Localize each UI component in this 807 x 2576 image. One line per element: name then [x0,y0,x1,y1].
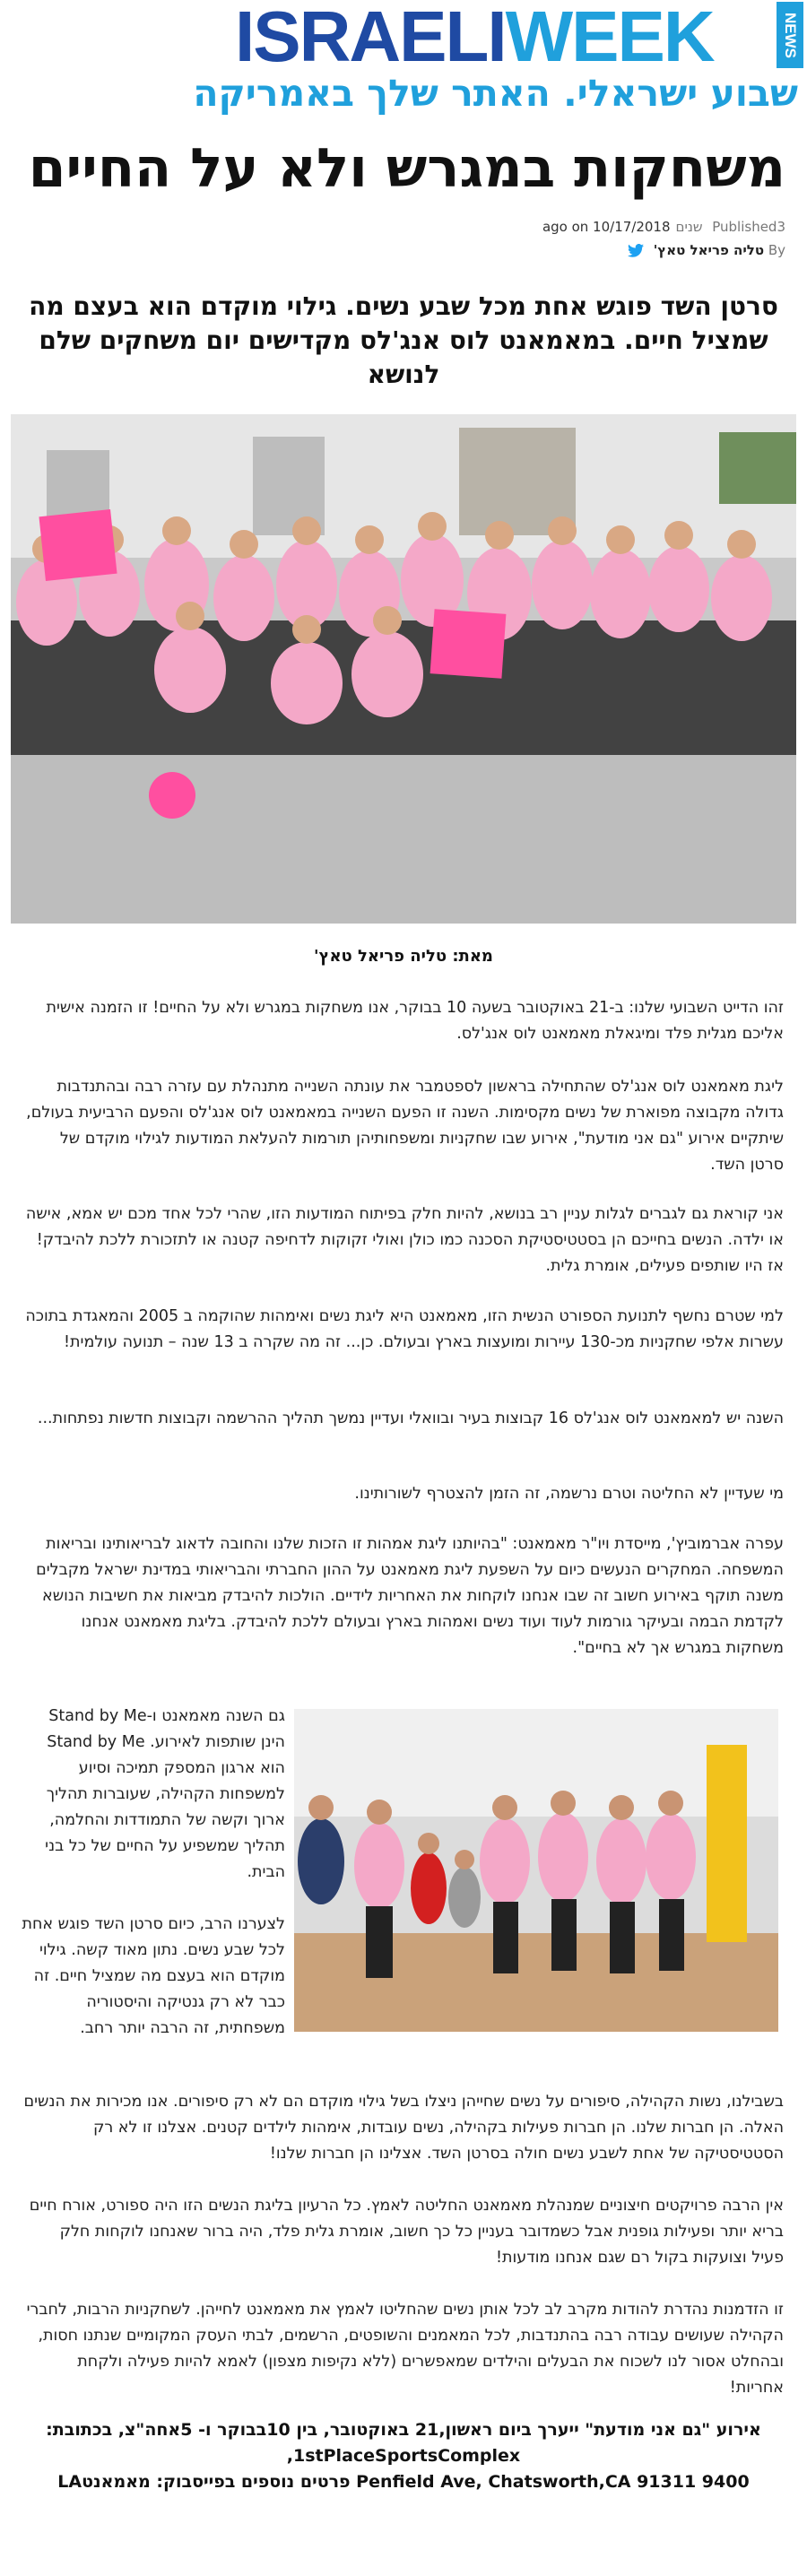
published-label: Published [712,219,777,235]
by-label: By [768,242,785,258]
article-paragraph: למי שטרם נחשף לתנועת הספורט הנשית הזו, מאמאנט היא ליגת נשים ואימהות שהוקמה ב 2005 והמאגדת בתוכה עשרות אלפי שחקניות מכ-130 עיירות ומועצות בארץ ובעולם. כן... זה מה שקרה ב 13 שנה – תנועה עולמית! [25,1307,784,1351]
article-paragraph: בשבילנו, נשות הקהילה, סיפורים על נשים שחייהן ניצלו בשל גילוי מוקדם הם לא רק סיפורים. אנו מכירות את הנשים האלה. הן חברות שלנו. הן חברות פעילות בקהילה, נשים עובדות, אימהות לילדים קטנים. אצלנו זו לא רק הסטטיסטיקה של אחת לשבע נשים חולה בסרטן השד. אצלינו הן חברות שלנו! [23,2093,784,2163]
article-paragraph: אין הרבה פרויקטים חיצוניים שמנהלת מאמאנט החליטה לאמץ. כל הרעיון בליגת הנשים הזו היה ספורט, אורח חיים בריא יותר ופעילות גופנית אבל כשמדובר בעניין כל כך חשוב, אומרת גלית פלד, היה ברור שאנחנו לוקחות חלק פעיל וצועקות בקול רם שגם אנחנו מודעות! [29,2197,784,2267]
side-paragraph: גם השנה מאמאנט ו-Stand by Me הינן שותפות לאירוע. Stand by Me הוא ארגון המספק תמיכה וסיוע למשפחות הקהילה, שעוברות תהליך ארוך וקשה של התמודדות והחלמה, תהליך שמשפיע על החיים של כל בני הבית. [45,1707,285,1881]
article-paragraph: זהו הדייט השבועי שלנו: ב-21 באוקטובר בשעה 10 בבוקר, אנו משחקות במגרש ולא על החיים! זו הזמנה אישית אליכם מגלית פלד ומיגאלת מאמאנט לוס אנג'לס. [46,999,784,1043]
event-details-line: אירוע "גם אני מודעת" ייערך ביום ראשון,21 באוקטובר, בין 10בבוקר ו- 5אחה"צ, בכתובת: [46,2420,761,2440]
team-photo-second [294,1709,778,2032]
author-meta [628,242,785,258]
logo-tagline: שבוע ישראלי. האתר שלך באמריקה [193,72,798,115]
team-photo-illustration [11,414,796,924]
relative-time: 3 שנים [675,219,785,235]
publish-meta [537,219,785,235]
article-paragraph: מי שעדיין לא החליטה וטרם נרשמה, זה הזמן להצטרף לשורותינו. [354,1485,784,1503]
team-photo-main [11,414,796,924]
side-paragraph: לצערנו הרב, כיום סרטן השד פוגש אחת לכל שבע נשים. נתון מאוד קשה. גילוי מוקדם הוא בעצם מה שמציל חיים. זה כבר לא רק גנטיקה והיסטוריה משפחתית, זה הרבה יותר רחב. [22,1915,285,2037]
article-paragraph: ליגת מאמאנט לוס אנג'לס שהתחילה בראשון לספטמבר את עונתה השנייה מתנהלת עם עזרה רבה ובהתנדבות גדולה מקבוצה מפוארת של נשים מקסימות. השנה זו הפעם השנייה במאמאנט לוס אנג'לס והפעם הרביעית בעולם, שיתקיים אירוע "גם אני מודעת", אירוע שבו שחקניות ומשפחותיהן תורמות להעלאת המודעות לגילוי מוקדם של סרטן השד. [26,1078,784,1174]
twitter-icon[interactable] [628,244,644,257]
logo-part-israeli: ISRAELI [235,0,506,76]
publish-date: ago on 10/17/2018 [542,219,671,235]
logo-news-badge: NEWS [777,2,803,68]
logo-part-week: WEEK [505,0,714,76]
team-photo-second-illustration [294,1709,778,2032]
event-details-line: 1stPlaceSportsComplex, [286,2446,521,2466]
article-paragraph: אני קוראת גם לגברים לגלות עניין רב בנושא, להיות חלק בפיתוח המודעות הזו, שהרי לכל אחד מכם יש אמא, אישה או ילדה. הנשים בחייכם הן בסטטיסטיקת הסכנה כמו כולן ואולי זקוקות לדחיפה קטנה או לתזכורת ללכת להיבדק! אז היו שותפים פעילים, אומרת גלית. [25,1205,784,1275]
article-paragraph: עפרה אברמוביץ', מייסדת ויו"ר מאמאנט: "בהיותנו ליגת אמהות זו הזכות שלנו והחובה לדאוג לבריאותינו ובריאות המשפחה. המחקרים הנעשים כיום על השפעת ליגת מאמאנט על ההון החברתי והבריאותי במדינת ישראל מקבלים משנה תוקף באירוע חשוב זה שבו אנחנו לוקחות את האחריות לידיים. הולכות להיבדק מביאות את חשיבות הנושא לקדמת הבמה ובעיקר גורמות לעוד ועוד נשים ואמהות בארץ ובעולם ללכת להיבדק. בליגת מאמאנט אנחנו משחקות במגרש אך לא בחיים". [36,1535,784,1657]
article-subtitle: סרטן השד פוגש אחת מכל שבע נשים. גילוי מוקדם הוא בעצם מה שמציל חיים. במאמאנט לוס אנג'לס מקדישים יום משחקים שלם לנושא [29,291,778,389]
event-details [27,2417,780,2495]
article-paragraph: זו הזדמנות נהדרת להודות מקרב לב לכל אותן נשים שהחליטו לאמץ את מאמאנט לחייהן. לשחקניות הרבות, לחברי הקהילה שעושים עבודה רבה בהתנדבות, לכל המאמנים והשופטים, הרשמים, לבתי העסק המקומיים שנתנו חסות, ובהחלט אסור לנו לשכוח את הבעלים והילדים שמאפשרים (ללא נקיפות מצפון) לאמא להיות פעילה ולקחת אחריות! [26,2301,784,2397]
article-byline: מאת: טליה פריאל טאץ' [314,947,493,966]
event-details-line: Penfield Ave, Chatsworth,CA 91311 9400 פרטים נוספים בפייסבוק: מאמאנטLA [57,2472,750,2492]
article-title: משחקות במגרש ולא על החיים [28,137,785,200]
logo-wordmark [235,0,714,74]
author-name[interactable]: טליה פריאל טאץ' [653,242,765,258]
site-logo[interactable] [193,0,807,126]
article-paragraph: השנה יש למאמאנט לוס אנג'לס 16 קבוצות בעיר ובוואלי ועדיין נמשך תהליך ההרשמה וקבוצות חדשות נפתחות... [37,1409,784,1427]
